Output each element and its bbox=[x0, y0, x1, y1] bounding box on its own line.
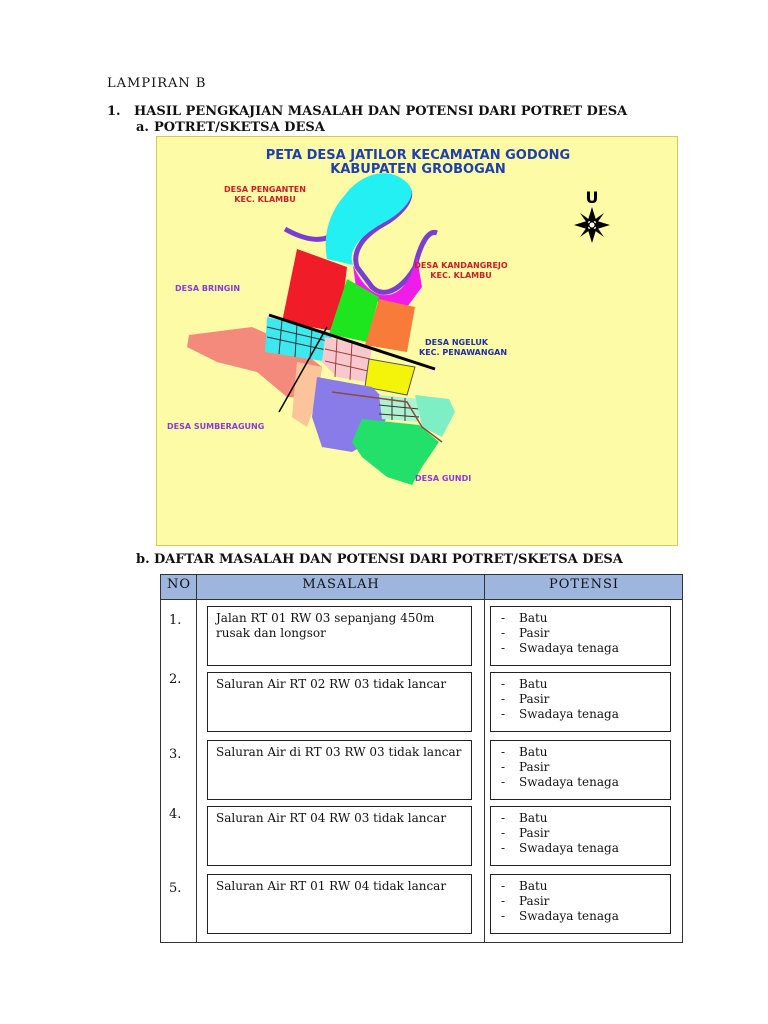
masalah-text: Saluran Air RT 02 RW 03 tidak lancar bbox=[216, 677, 447, 691]
potensi-cell bbox=[490, 672, 671, 732]
masalah-text: Jalan RT 01 RW 03 sepanjang 450m rusak dan longsor bbox=[216, 611, 435, 640]
map-title-line1: PETA DESA JATILOR KECAMATAN GODONG bbox=[265, 148, 571, 163]
masalah-text: Saluran Air RT 01 RW 04 tidak lancar bbox=[216, 879, 447, 893]
row-number: 3. bbox=[169, 747, 182, 762]
potensi-cell bbox=[490, 740, 671, 800]
potensi-item: - Swadaya tenaga bbox=[501, 775, 662, 790]
masalah-cell bbox=[207, 740, 472, 800]
potensi-item: - Swadaya tenaga bbox=[501, 841, 662, 856]
masalah-text: Saluran Air di RT 03 RW 03 tidak lancar bbox=[216, 745, 462, 759]
table-header bbox=[161, 575, 682, 600]
row-number: 2. bbox=[169, 672, 182, 687]
compass-rose-icon bbox=[574, 207, 610, 243]
label-ngeluk-kec: KEC. PENAWANGAN bbox=[419, 348, 508, 357]
potensi-cell bbox=[490, 606, 671, 666]
region-pink-center bbox=[322, 337, 372, 382]
label-ngeluk: DESA NGELUK bbox=[425, 338, 489, 347]
section-1-number: 1. bbox=[107, 104, 121, 119]
region-cyan-north bbox=[326, 173, 412, 265]
potensi-cell bbox=[490, 874, 671, 934]
section-1-heading bbox=[107, 104, 627, 119]
potensi-item: - Swadaya tenaga bbox=[501, 909, 662, 924]
potensi-item: - Pasir bbox=[501, 692, 662, 707]
potensi-item: - Batu bbox=[501, 745, 662, 760]
row-number: 5. bbox=[169, 881, 182, 896]
header-potensi: POTENSI bbox=[549, 577, 619, 592]
potensi-item: - Batu bbox=[501, 611, 662, 626]
label-sumberagung: DESA SUMBERAGUNG bbox=[167, 422, 265, 431]
label-penganten-kec: KEC. KLAMBU bbox=[234, 195, 296, 204]
masalah-cell bbox=[207, 874, 472, 934]
attachment-label: LAMPIRAN B bbox=[107, 76, 207, 91]
section-a-title: POTRET/SKETSA DESA bbox=[154, 120, 325, 135]
section-a-heading bbox=[136, 120, 325, 135]
section-b-number: b. bbox=[136, 552, 150, 567]
potensi-item: - Batu bbox=[501, 811, 662, 826]
map-title-line2: KABUPATEN GROBOGAN bbox=[330, 162, 506, 177]
potensi-item: - Pasir bbox=[501, 760, 662, 775]
label-gundi: DESA GUNDI bbox=[415, 474, 472, 483]
column-divider bbox=[484, 575, 485, 942]
column-divider bbox=[196, 575, 197, 942]
row-number: 1. bbox=[169, 613, 182, 628]
masalah-text: Saluran Air RT 04 RW 03 tidak lancar bbox=[216, 811, 447, 825]
label-bringin: DESA BRINGIN bbox=[175, 284, 241, 293]
north-letter: U bbox=[585, 188, 599, 207]
section-b-heading bbox=[136, 552, 623, 567]
potensi-item: - Pasir bbox=[501, 894, 662, 909]
village-map-drawing bbox=[157, 137, 679, 547]
village-map bbox=[156, 136, 678, 546]
section-1-title: HASIL PENGKAJIAN MASALAH DAN POTENSI DARI POTRET DESA bbox=[134, 104, 628, 119]
problem-potential-table bbox=[160, 574, 683, 943]
label-kandangrejo-kec: KEC. KLAMBU bbox=[430, 271, 492, 280]
section-a-number: a. bbox=[136, 120, 149, 135]
row-number: 4. bbox=[169, 807, 182, 822]
header-no: NO bbox=[167, 577, 192, 592]
potensi-item: - Pasir bbox=[501, 826, 662, 841]
header-masalah: MASALAH bbox=[302, 577, 380, 592]
potensi-item: - Pasir bbox=[501, 626, 662, 641]
potensi-item: - Swadaya tenaga bbox=[501, 707, 662, 722]
potensi-item: - Swadaya tenaga bbox=[501, 641, 662, 656]
label-penganten: DESA PENGANTEN bbox=[224, 185, 306, 194]
potensi-item: - Batu bbox=[501, 677, 662, 692]
potensi-item: - Batu bbox=[501, 879, 662, 894]
section-b-title: DAFTAR MASALAH DAN POTENSI DARI POTRET/SKETSA DESA bbox=[154, 552, 623, 567]
potensi-cell bbox=[490, 806, 671, 866]
masalah-cell bbox=[207, 672, 472, 732]
masalah-cell bbox=[207, 806, 472, 866]
masalah-cell bbox=[207, 606, 472, 666]
label-kandangrejo: DESA KANDANGREJO bbox=[414, 261, 508, 270]
